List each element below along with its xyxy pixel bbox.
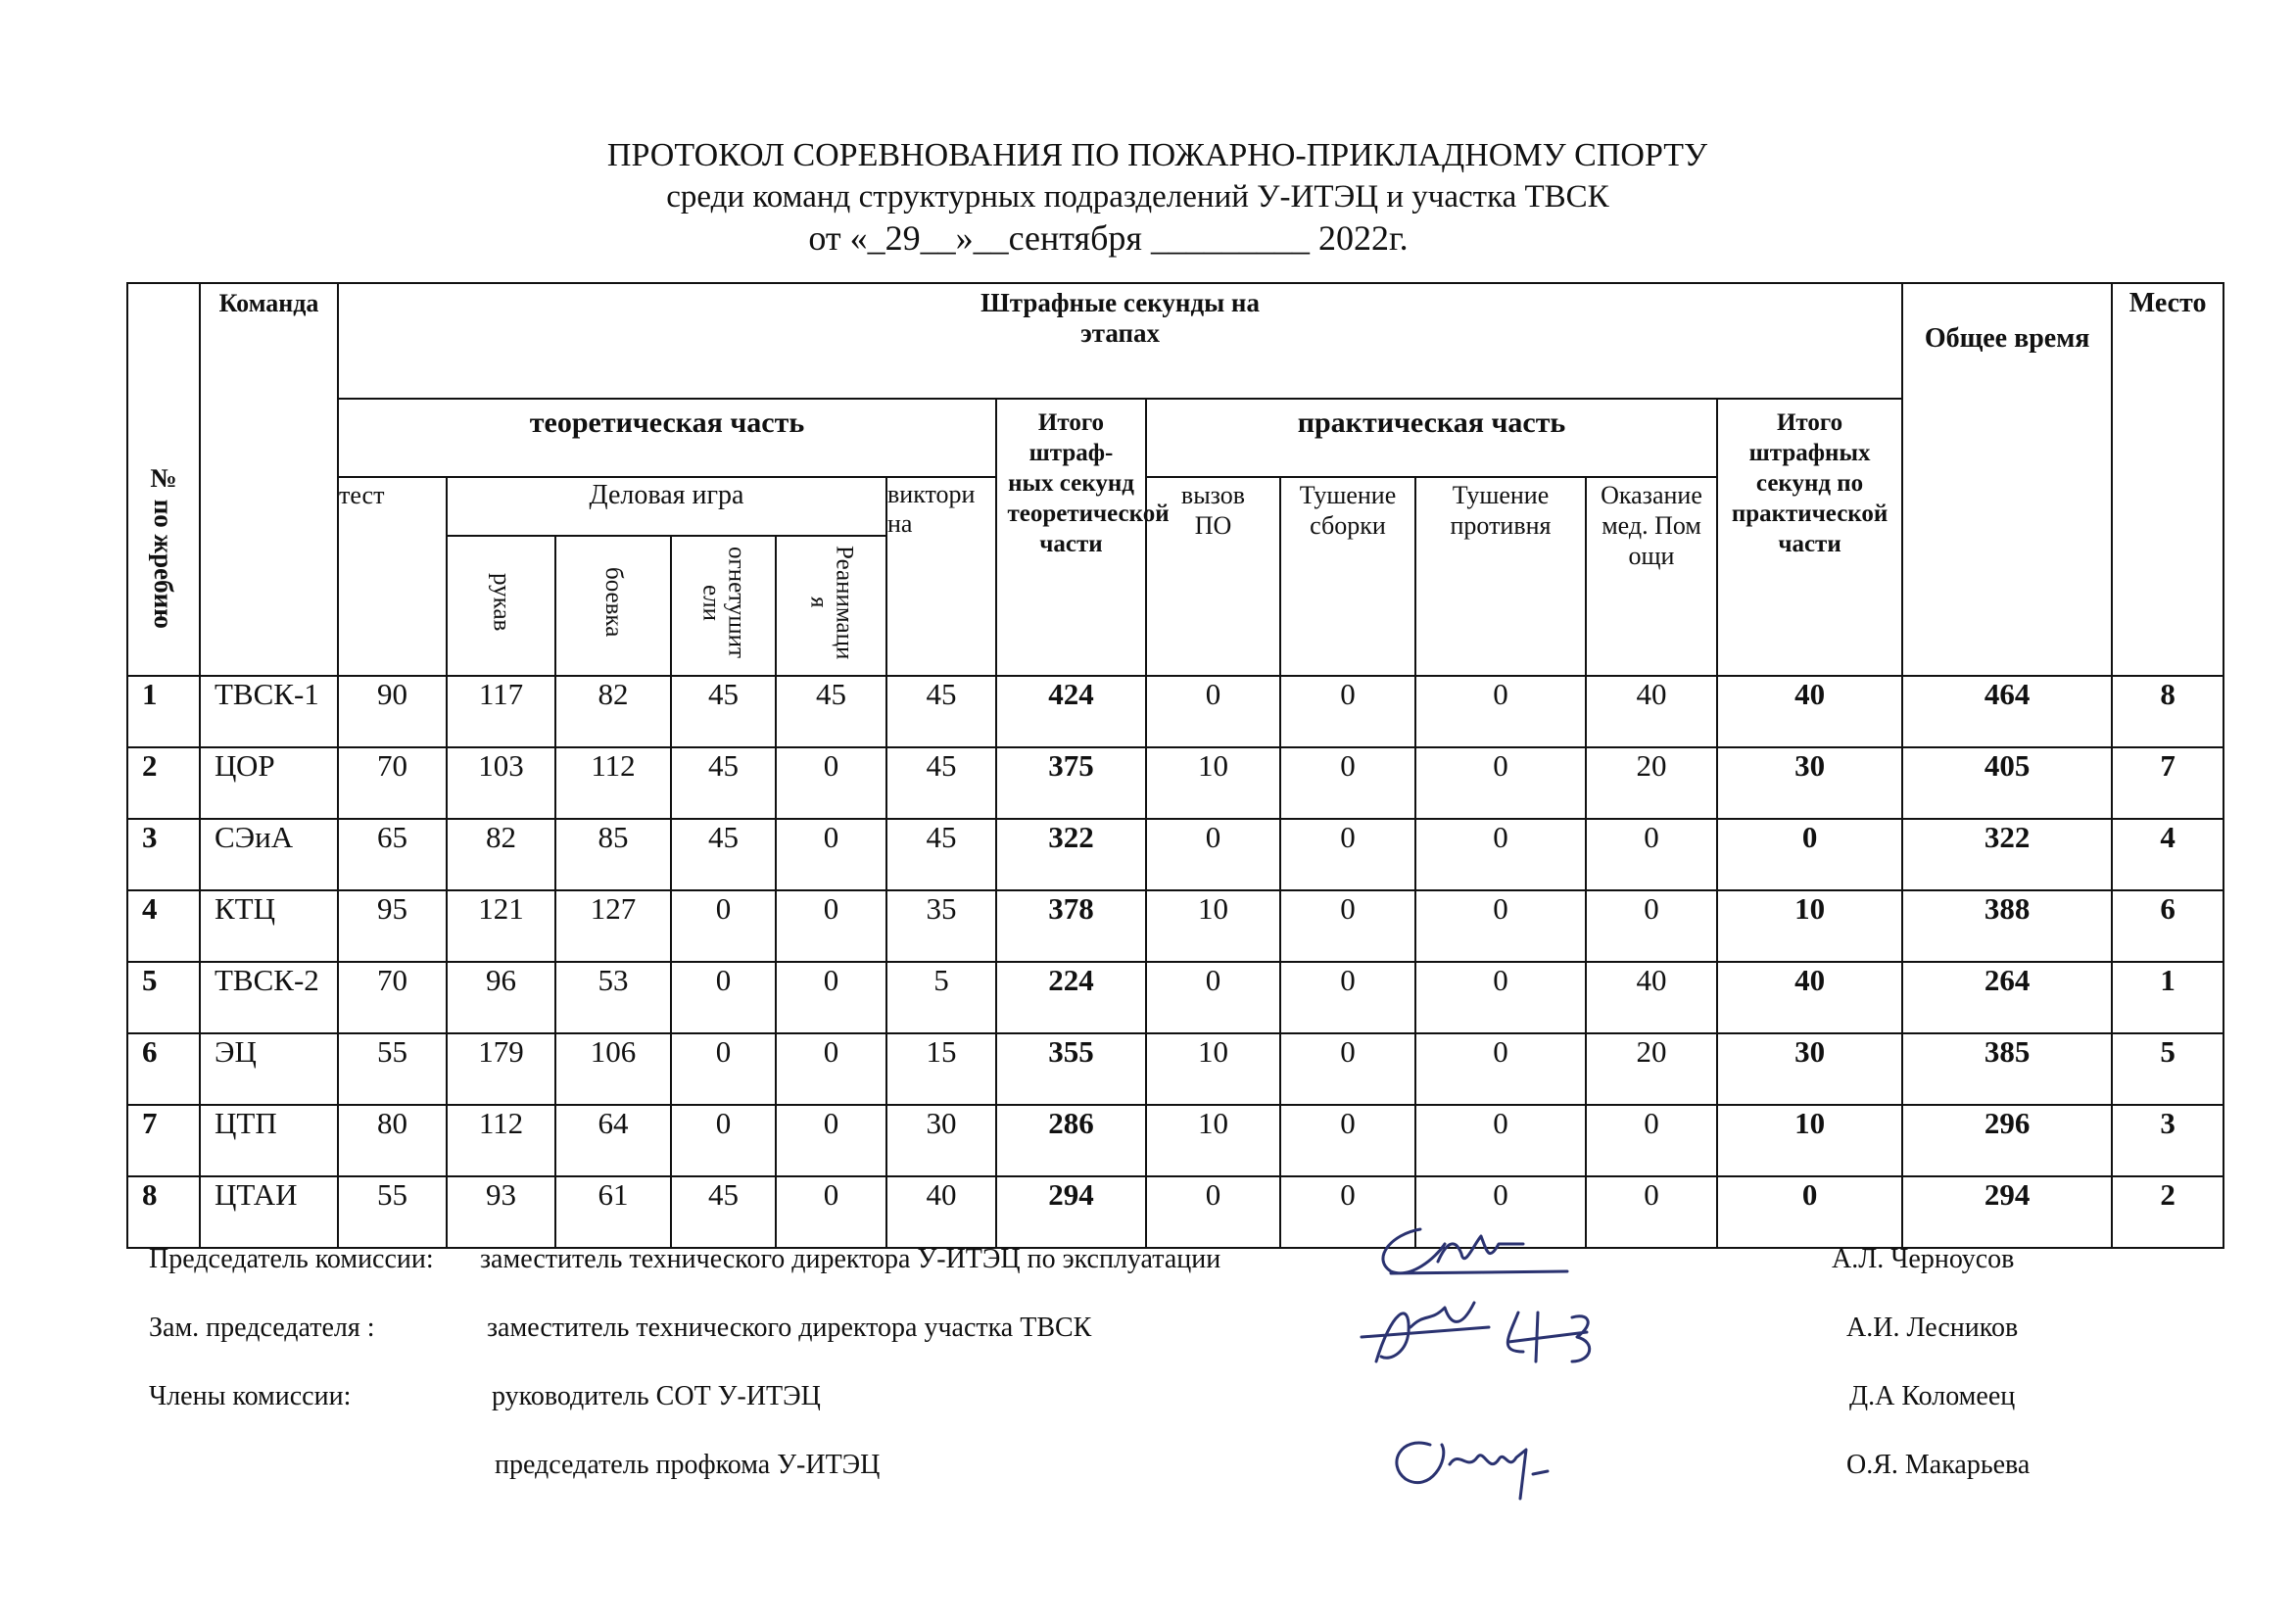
cell-resus: 0 bbox=[776, 819, 886, 890]
cell-team: КТЦ bbox=[200, 890, 338, 962]
cell-combat: 61 bbox=[555, 1176, 671, 1248]
cell-quiz: 35 bbox=[886, 890, 996, 962]
cell-call: 10 bbox=[1146, 1033, 1280, 1105]
cell-asm: 0 bbox=[1280, 962, 1415, 1033]
signature-member1 bbox=[1507, 1313, 1589, 1361]
cell-total: 264 bbox=[1902, 962, 2112, 1033]
col-test: тест bbox=[338, 477, 447, 676]
cell-team: ТВСК-2 bbox=[200, 962, 338, 1033]
cell-aid: 0 bbox=[1586, 1176, 1717, 1248]
cell-combat: 82 bbox=[555, 676, 671, 747]
member1-position: руководитель СОТ У-ИТЭЦ bbox=[492, 1381, 821, 1411]
cell-n: 1 bbox=[127, 676, 200, 747]
cell-combat: 64 bbox=[555, 1105, 671, 1176]
cell-resus: 0 bbox=[776, 890, 886, 962]
cell-tray: 0 bbox=[1415, 1033, 1586, 1105]
cell-asm: 0 bbox=[1280, 1033, 1415, 1105]
table-row bbox=[127, 1105, 2223, 1176]
col-bg-hose: рукав bbox=[447, 536, 555, 676]
protocol-title: ПРОТОКОЛ СОРЕВНОВАНИЯ ПО ПОЖАРНО-ПРИКЛАДНОМУ СПОРТУ bbox=[606, 137, 1708, 173]
cell-team: СЭиА bbox=[200, 819, 338, 890]
cell-n: 3 bbox=[127, 819, 200, 890]
cell-practice: 0 bbox=[1717, 1176, 1902, 1248]
cell-resus: 0 bbox=[776, 1033, 886, 1105]
cell-call: 10 bbox=[1146, 747, 1280, 819]
cell-total: 405 bbox=[1902, 747, 2112, 819]
cell-test: 80 bbox=[338, 1105, 447, 1176]
cell-place: 6 bbox=[2112, 890, 2223, 962]
cell-n: 2 bbox=[127, 747, 200, 819]
signature-deputy bbox=[1362, 1303, 1489, 1361]
cell-call: 0 bbox=[1146, 819, 1280, 890]
cell-call: 10 bbox=[1146, 1105, 1280, 1176]
col-bg-combat: боевка bbox=[555, 536, 671, 676]
table-row bbox=[127, 1033, 2223, 1105]
handwritten-signatures bbox=[1352, 1215, 1724, 1518]
col-draw-number: № по жребию bbox=[127, 283, 200, 676]
cell-test: 90 bbox=[338, 676, 447, 747]
col-bg-extinguishers: огнетушители bbox=[671, 536, 776, 676]
cell-ext: 0 bbox=[671, 1105, 776, 1176]
cell-tray: 0 bbox=[1415, 747, 1586, 819]
table-row bbox=[127, 890, 2223, 962]
cell-ext: 0 bbox=[671, 1033, 776, 1105]
cell-n: 6 bbox=[127, 1033, 200, 1105]
cell-tray: 0 bbox=[1415, 962, 1586, 1033]
signature-chair bbox=[1383, 1229, 1567, 1273]
cell-tray: 0 bbox=[1415, 819, 1586, 890]
cell-practice: 40 bbox=[1717, 962, 1902, 1033]
cell-aid: 20 bbox=[1586, 747, 1717, 819]
cell-resus: 0 bbox=[776, 962, 886, 1033]
cell-aid: 0 bbox=[1586, 1105, 1717, 1176]
cell-combat: 112 bbox=[555, 747, 671, 819]
protocol-subtitle: среди команд структурных подразделений У-ИТЭЦ и участка ТВСК bbox=[666, 179, 1609, 215]
cell-ext: 45 bbox=[671, 676, 776, 747]
cell-hose: 103 bbox=[447, 747, 555, 819]
cell-call: 10 bbox=[1146, 890, 1280, 962]
cell-total: 464 bbox=[1902, 676, 2112, 747]
cell-total: 388 bbox=[1902, 890, 2112, 962]
results-table bbox=[126, 282, 2224, 1249]
cell-theory: 224 bbox=[996, 962, 1146, 1033]
cell-hose: 121 bbox=[447, 890, 555, 962]
cell-quiz: 45 bbox=[886, 676, 996, 747]
cell-hose: 112 bbox=[447, 1105, 555, 1176]
cell-practice: 30 bbox=[1717, 1033, 1902, 1105]
cell-theory: 286 bbox=[996, 1105, 1146, 1176]
cell-theory: 322 bbox=[996, 819, 1146, 890]
cell-place: 8 bbox=[2112, 676, 2223, 747]
table-row bbox=[127, 819, 2223, 890]
cell-quiz: 45 bbox=[886, 819, 996, 890]
cell-team: ЦОР bbox=[200, 747, 338, 819]
cell-hose: 82 bbox=[447, 819, 555, 890]
cell-asm: 0 bbox=[1280, 890, 1415, 962]
member2-position: председатель профкома У-ИТЭЦ bbox=[495, 1450, 881, 1480]
chair-position: заместитель технического директора У-ИТЭЦ по эксплуатации bbox=[480, 1244, 1221, 1274]
cell-resus: 0 bbox=[776, 1176, 886, 1248]
cell-ext: 0 bbox=[671, 962, 776, 1033]
cell-theory: 378 bbox=[996, 890, 1146, 962]
deputy-name: А.И. Лесников bbox=[1846, 1313, 2019, 1343]
cell-asm: 0 bbox=[1280, 747, 1415, 819]
col-call-fd: вызов ПО bbox=[1146, 477, 1280, 676]
cell-theory: 355 bbox=[996, 1033, 1146, 1105]
penalty-group-header: Штрафные секунды на этапах bbox=[338, 283, 1902, 399]
cell-test: 55 bbox=[338, 1033, 447, 1105]
cell-aid: 0 bbox=[1586, 890, 1717, 962]
cell-theory: 375 bbox=[996, 747, 1146, 819]
cell-theory: 424 bbox=[996, 676, 1146, 747]
cell-n: 4 bbox=[127, 890, 200, 962]
table-row bbox=[127, 962, 2223, 1033]
cell-quiz: 40 bbox=[886, 1176, 996, 1248]
cell-practice: 40 bbox=[1717, 676, 1902, 747]
col-practice-total: Итого штрафных секунд по практической части bbox=[1717, 399, 1902, 676]
col-bg-resuscitation: Реанимация bbox=[776, 536, 886, 676]
cell-resus: 0 bbox=[776, 747, 886, 819]
cell-ext: 45 bbox=[671, 819, 776, 890]
cell-tray: 0 bbox=[1415, 676, 1586, 747]
cell-practice: 10 bbox=[1717, 1105, 1902, 1176]
member2-name: О.Я. Макарьева bbox=[1846, 1450, 2031, 1480]
cell-quiz: 5 bbox=[886, 962, 996, 1033]
cell-total: 322 bbox=[1902, 819, 2112, 890]
cell-test: 70 bbox=[338, 962, 447, 1033]
cell-n: 8 bbox=[127, 1176, 200, 1248]
cell-team: ЦТАИ bbox=[200, 1176, 338, 1248]
cell-combat: 106 bbox=[555, 1033, 671, 1105]
table-row bbox=[127, 1176, 2223, 1248]
cell-asm: 0 bbox=[1280, 676, 1415, 747]
col-team: Команда bbox=[200, 283, 338, 676]
cell-team: ТВСК-1 bbox=[200, 676, 338, 747]
cell-tray: 0 bbox=[1415, 1176, 1586, 1248]
deputy-position: заместитель технического директора участка ТВСК bbox=[487, 1313, 1092, 1343]
col-total-time: Общее время bbox=[1902, 283, 2112, 676]
cell-tray: 0 bbox=[1415, 1105, 1586, 1176]
cell-resus: 45 bbox=[776, 676, 886, 747]
cell-practice: 10 bbox=[1717, 890, 1902, 962]
chair-role: Председатель комиссии: bbox=[149, 1244, 434, 1274]
cell-ext: 45 bbox=[671, 1176, 776, 1248]
cell-test: 55 bbox=[338, 1176, 447, 1248]
cell-resus: 0 bbox=[776, 1105, 886, 1176]
col-first-aid: Оказание мед. Помощи bbox=[1586, 477, 1717, 676]
cell-place: 1 bbox=[2112, 962, 2223, 1033]
cell-quiz: 30 bbox=[886, 1105, 996, 1176]
cell-test: 95 bbox=[338, 890, 447, 962]
cell-n: 7 bbox=[127, 1105, 200, 1176]
cell-asm: 0 bbox=[1280, 1176, 1415, 1248]
cell-aid: 20 bbox=[1586, 1033, 1717, 1105]
cell-aid: 40 bbox=[1586, 676, 1717, 747]
cell-practice: 30 bbox=[1717, 747, 1902, 819]
col-place: Место bbox=[2112, 283, 2223, 676]
cell-n: 5 bbox=[127, 962, 200, 1033]
cell-team: ЭЦ bbox=[200, 1033, 338, 1105]
cell-tray: 0 bbox=[1415, 890, 1586, 962]
cell-total: 385 bbox=[1902, 1033, 2112, 1105]
cell-asm: 0 bbox=[1280, 819, 1415, 890]
cell-ext: 45 bbox=[671, 747, 776, 819]
cell-practice: 0 bbox=[1717, 819, 1902, 890]
cell-quiz: 15 bbox=[886, 1033, 996, 1105]
col-quiz: викторина bbox=[886, 477, 996, 676]
cell-place: 2 bbox=[2112, 1176, 2223, 1248]
cell-test: 70 bbox=[338, 747, 447, 819]
signature-member2 bbox=[1397, 1443, 1548, 1499]
table-row bbox=[127, 676, 2223, 747]
cell-place: 7 bbox=[2112, 747, 2223, 819]
cell-aid: 0 bbox=[1586, 819, 1717, 890]
cell-place: 4 bbox=[2112, 819, 2223, 890]
cell-asm: 0 bbox=[1280, 1105, 1415, 1176]
cell-combat: 53 bbox=[555, 962, 671, 1033]
business-game-header: Деловая игра bbox=[447, 477, 886, 536]
cell-team: ЦТП bbox=[200, 1105, 338, 1176]
practice-part-header: практическая часть bbox=[1146, 399, 1717, 477]
cell-combat: 85 bbox=[555, 819, 671, 890]
cell-quiz: 45 bbox=[886, 747, 996, 819]
cell-hose: 93 bbox=[447, 1176, 555, 1248]
table-row bbox=[127, 747, 2223, 819]
cell-call: 0 bbox=[1146, 676, 1280, 747]
theory-part-header: теоретическая часть bbox=[338, 399, 996, 477]
cell-place: 5 bbox=[2112, 1033, 2223, 1105]
member1-name: Д.А Коломеец bbox=[1849, 1381, 2016, 1411]
col-theory-total: Итого штраф-ных секунд теоретической части bbox=[996, 399, 1146, 676]
cell-combat: 127 bbox=[555, 890, 671, 962]
cell-test: 65 bbox=[338, 819, 447, 890]
col-ext-tray: Тушение противня bbox=[1415, 477, 1586, 676]
cell-aid: 40 bbox=[1586, 962, 1717, 1033]
cell-hose: 179 bbox=[447, 1033, 555, 1105]
protocol-date: от «_29__»__сентября _________ 2022г. bbox=[808, 218, 1409, 258]
cell-hose: 96 bbox=[447, 962, 555, 1033]
cell-total: 294 bbox=[1902, 1176, 2112, 1248]
cell-theory: 294 bbox=[996, 1176, 1146, 1248]
cell-ext: 0 bbox=[671, 890, 776, 962]
chair-name: А.Л. Черноусов bbox=[1832, 1244, 2015, 1274]
deputy-role: Зам. председателя : bbox=[149, 1313, 375, 1343]
cell-hose: 117 bbox=[447, 676, 555, 747]
cell-place: 3 bbox=[2112, 1105, 2223, 1176]
col-ext-assembly: Тушение сборки bbox=[1280, 477, 1415, 676]
cell-call: 0 bbox=[1146, 962, 1280, 1033]
cell-total: 296 bbox=[1902, 1105, 2112, 1176]
members-role: Члены комиссии: bbox=[149, 1381, 352, 1411]
cell-call: 0 bbox=[1146, 1176, 1280, 1248]
